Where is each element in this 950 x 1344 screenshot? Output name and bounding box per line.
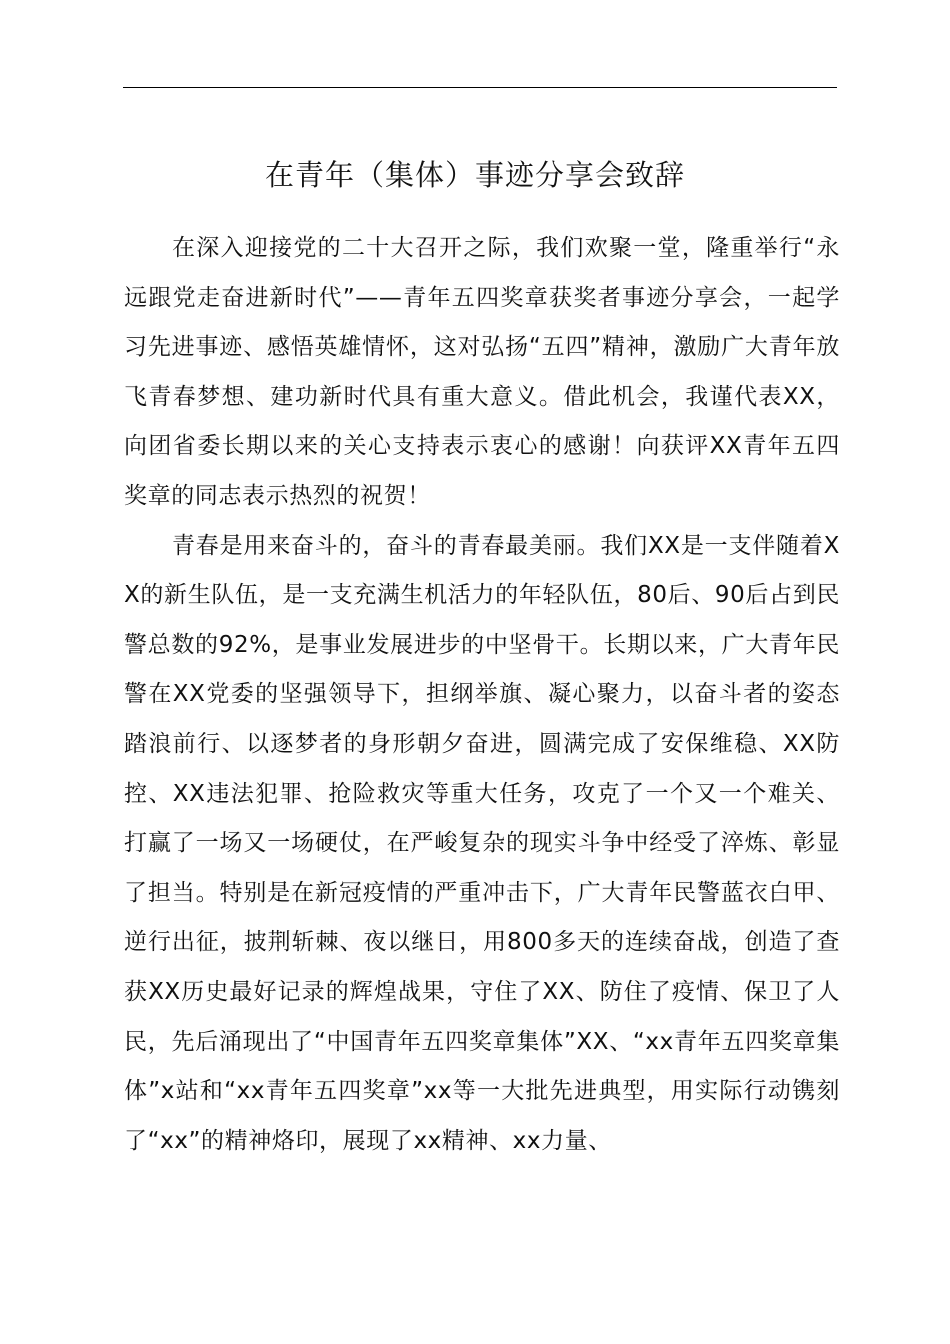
document-body [124, 224, 840, 1166]
paragraph-2: 青春是用来奋斗的，奋斗的青春最美丽。我们XX是一支伴随着XX的新生队伍，是一支充满生机活力的年轻队伍，80后、90后占到民警总数的92%，是事业发展进步的中坚骨干。长期以来，广大青年民警在XX党委的坚强领导下，担纲举旗、凝心聚力，以奋斗者的姿态踏浪前行、以逐梦者的身形朝夕奋进，圆满完成了安保维稳、XX防控、XX违法犯罪、抢险救灾等重大任务，攻克了一个又一个难关、打赢了一场又一场硬仗，在严峻复杂的现实斗争中经受了淬炼、彰显了担当。特别是在新冠疫情的严重冲击下，广大青年民警蓝衣白甲、逆行出征，披荆斩棘、夜以继日，用800多天的连续奋战，创造了查获XX历史最好记录的辉煌战果，守住了XX、防住了疫情、保卫了人民，先后涌现出了“中国青年五四奖章集体”XX、“xx青年五四奖章集体”x站和“xx青年五四奖章”xx等一大批先进典型，用实际行动镌刻了“xx”的精神烙印，展现了xx精神、xx力量、 [124, 532, 840, 1154]
header-rule [123, 87, 837, 88]
paragraph-1: 在深入迎接党的二十大召开之际，我们欢聚一堂，隆重举行“永远跟党走奋进新时代”——青年五四奖章获奖者事迹分享会，一起学习先进事迹、感悟英雄情怀，这对弘扬“五四”精神，激励广大青年放飞青春梦想、建功新时代具有重大意义。借此机会，我谨代表XX，向团省委长期以来的关心支持表示衷心的感谢！向获评XX青年五四奖章的同志表示热烈的祝贺！ [124, 235, 840, 509]
document-title: 在青年（集体）事迹分享会致辞 [264, 158, 685, 192]
